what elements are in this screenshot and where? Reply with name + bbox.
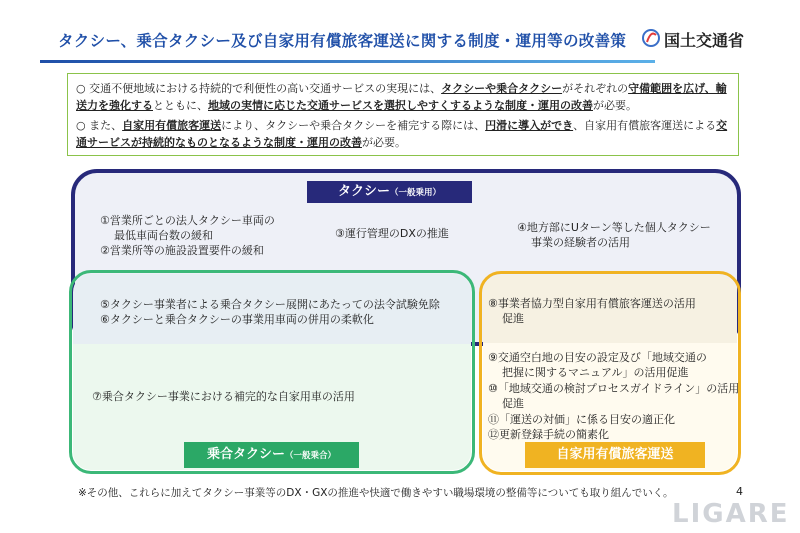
intro-emphasis: 守備範囲を広げ、輸送力を強化する [76, 82, 727, 112]
intro-text: が必要。 [362, 136, 406, 149]
item-text: 促進 [502, 397, 524, 410]
self-label: 自家用有償旅客運送 [525, 442, 705, 468]
share-label-text: 乗合タクシー [206, 447, 285, 462]
intro-emphasis: 地域の実情に応じた交通サービスを選択しやすくするような制度・運用の改善 [208, 99, 593, 112]
share-item-7: ⑦乗合タクシー事業における補完的な自家用車の活用 [92, 390, 355, 403]
page-title: タクシー、乗合タクシー及び自家用有償旅客運送に関する制度・運用等の改善策 [58, 32, 627, 50]
intro-text: 、自家用有償旅客運送による [573, 119, 717, 132]
taxi-item-4 [517, 220, 711, 250]
intro-box [67, 73, 739, 156]
item-text: ④地方部にUターン等した個人タクシー [517, 221, 711, 234]
intro-emphasis: 交通サービスが持続的なものとなるような制度・運用の改善 [76, 119, 728, 149]
item-text: 最低車両台数の緩和 [114, 229, 213, 242]
ministry-name: 国土交通省 [664, 31, 745, 50]
intro-emphasis: タクシーや乗合タクシー [441, 82, 563, 95]
item-text: 促進 [502, 312, 524, 325]
overlap-item-6: ⑥タクシーと乗合タクシーの事業用車両の併用の柔軟化 [100, 313, 374, 326]
item-text: ⑩「地域交通の検討プロセスガイドライン」の活用 [488, 382, 740, 395]
item-text: ①営業所ごとの法人タクシー車両の [100, 214, 275, 227]
taxi-label [307, 181, 472, 203]
share-label [184, 442, 359, 468]
title-bar [40, 27, 740, 57]
overlap-item-5: ⑤タクシー事業者による乗合タクシー展開にあたっての法令試験免除 [100, 298, 440, 311]
taxi-label-text: タクシー [337, 184, 390, 199]
share-label-sub: （一般乗合） [285, 451, 337, 461]
self-item-11: ⑪「運送の対価」に係る目安の適正化 [488, 413, 675, 426]
watermark: LIGARE [672, 499, 790, 529]
ministry-logo-icon [641, 27, 661, 49]
intro-paragraph-1 [76, 80, 730, 114]
taxi-item-1 [100, 213, 275, 243]
title-underline [40, 60, 655, 63]
intro-emphasis: 自家用有償旅客運送 [122, 119, 222, 132]
item-text: 把握に関するマニュアル」の活用促進 [502, 366, 689, 379]
item-text: 事業の経験者の活用 [531, 236, 630, 249]
item-text: ⑨交通空白地の目安の設定及び「地域交通の [488, 351, 707, 364]
taxi-item-3: ③運行管理のDXの推進 [335, 227, 449, 240]
taxi-label-sub: （一般乗用） [390, 188, 442, 198]
intro-emphasis: 円滑に導入ができ [485, 119, 574, 132]
intro-paragraph-2 [76, 117, 730, 151]
intro-text: がそれぞれの [562, 82, 629, 95]
page-number: 4 [736, 485, 743, 498]
intro-text: が必要。 [593, 99, 637, 112]
taxi-item-2: ②営業所等の施設設置要件の緩和 [100, 244, 264, 257]
intro-text: ○ また、 [76, 119, 123, 132]
self-item-9 [488, 350, 707, 380]
item-text: ⑧事業者協力型自家用有償旅客運送の活用 [488, 297, 696, 310]
overlap-item-8 [488, 296, 696, 326]
intro-text: とともに、 [153, 99, 208, 112]
footnote: ※その他、これらに加えてタクシー事業等のDX・GXの推進や快適で働きやすい職場環境の整備等についても取り組んでいく。 [78, 487, 674, 499]
intro-text: により、タクシーや乗合タクシーを補完する際には、 [221, 119, 486, 132]
intro-text: ○ 交通不便地域における持続的で利便性の高い交通サービスの実現には、 [76, 82, 442, 95]
self-item-10 [488, 381, 739, 411]
self-item-12: ⑫更新登録手続の簡素化 [488, 428, 609, 441]
